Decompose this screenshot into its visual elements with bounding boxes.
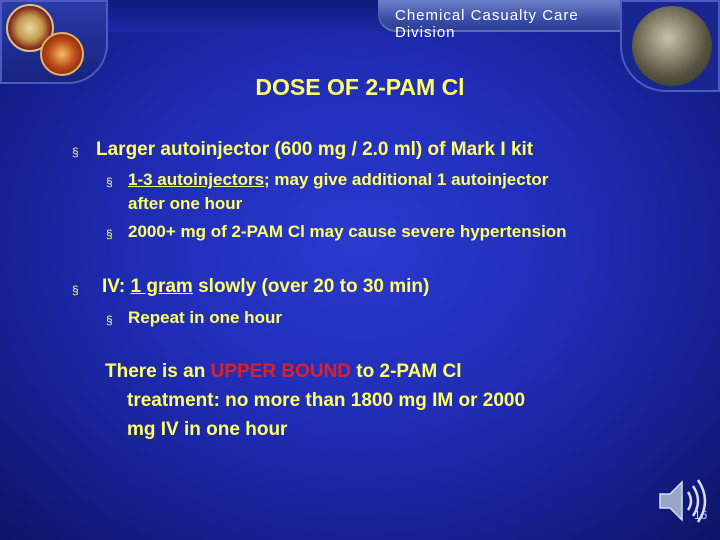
bullet-1-text: Larger autoinjector (600 mg / 2.0 ml) of Mark I kit xyxy=(96,139,534,160)
note-after: to 2-PAM Cl xyxy=(351,361,462,382)
left-logo-panel xyxy=(0,0,108,84)
bullet-1-sub-1-underlined: 1-3 autoinjectors xyxy=(128,170,265,189)
note-line-2: treatment: no more than 1800 mg IM or 2000 xyxy=(127,390,526,411)
bullet-1-sub-1-rest: ; may give additional 1 autoinjector xyxy=(264,170,549,189)
medical-command-seal-icon xyxy=(40,32,84,76)
division-name: Chemical Casualty Care Division xyxy=(395,7,579,41)
bullet-2-sub-1: Repeat in one hour xyxy=(128,308,282,327)
bullet-2-rest: slowly (over 20 to 30 min) xyxy=(192,276,430,297)
bullet-marker: § xyxy=(106,175,113,189)
slide-title: DOSE OF 2-PAM Cl xyxy=(255,74,465,100)
note-highlight: UPPER BOUND xyxy=(210,361,352,382)
bullet-2-prefix: IV: xyxy=(102,276,131,297)
note-line-3: mg IV in one hour xyxy=(127,419,288,440)
note-before: There is an xyxy=(105,361,211,382)
bullet-2-underlined: 1 gram xyxy=(130,276,193,297)
bullet-1-sub-1-line2: after one hour xyxy=(128,194,243,213)
bullet-2-text xyxy=(102,276,429,298)
page-number: 16 xyxy=(694,508,708,522)
bullet-marker: § xyxy=(106,227,113,241)
bullet-marker: § xyxy=(106,313,113,327)
note-line-1 xyxy=(105,361,462,383)
bullet-1-sub-1 xyxy=(128,170,548,190)
bullet-marker: § xyxy=(72,283,79,297)
bullet-1-sub-2: 2000+ mg of 2-PAM Cl may cause severe hypertension xyxy=(128,222,567,241)
bullet-marker: § xyxy=(72,145,79,159)
